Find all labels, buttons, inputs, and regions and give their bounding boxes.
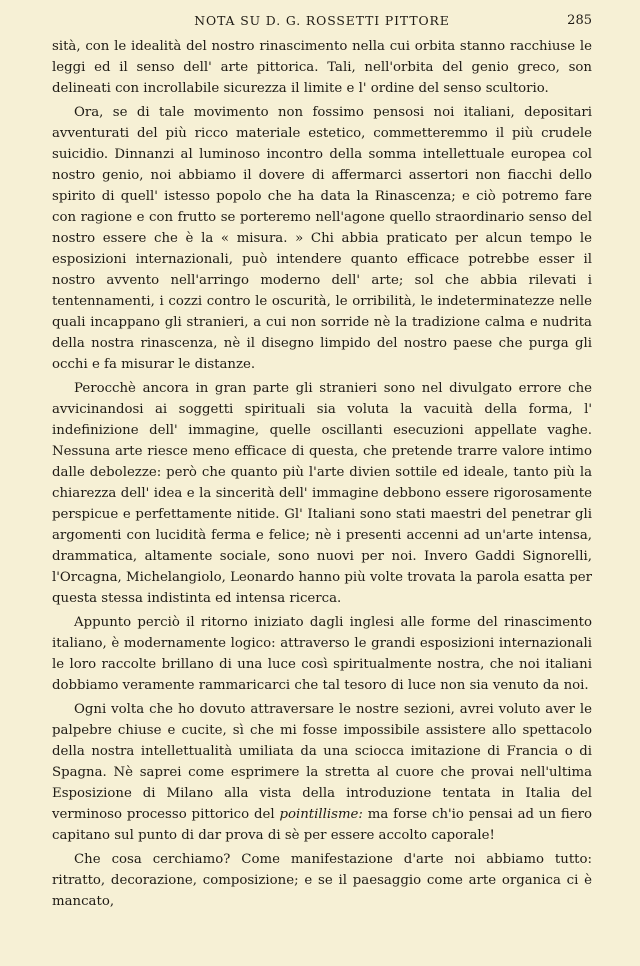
paragraph-5 [52, 699, 592, 846]
italic-term: pointillisme: [279, 807, 363, 822]
paragraph-3: Perocchè ancora in gran parte gli stranieri sono nel divulgato errore che avvicinandosi ai soggetti spirituali sia voluta la vacuità della forma, l' indefinizione dell' immagine, quelle oscillanti esecuzioni appellate vaghe. Nessuna arte riesce meno efficace di questa, che pretende trarre valore intimo dalle debolezze: però che quanto più l'arte divien sottile ed ideale, tanto più la chiarezza dell' idea e la sincerità dell' immagine debbono essere rigorosamente perspicue e perfettamente nitide. Gl' Italiani sono stati maestri del penetrar gli argomenti con lucidità ferma e felice; nè i presenti accenni ad un'arte intensa, drammatica, altamente sociale, sono nuovi per noi. Invero Gaddi Signorelli, l'Orcagna, Michelangiolo, Leonardo hanno più volte trovata la parola esatta per questa stessa indistinta ed intensa ricerca. [52, 381, 592, 606]
paragraph-5-text-after: ma forse ch'io pensai ad un fiero capitano sul punto di dar prova di sè per essere accolto caporale! [52, 807, 592, 843]
paragraph-2: Ora, se di tale movimento non fossimo pensosi noi italiani, depositari avventurati del più ricco materiale estetico, commetteremmo il più crudele suicidio. Dinnanzi al luminoso incontro della somma intellettuale europea col nostro genio, noi abbiamo il dovere di affermarci assertori non fiacchi dello spirito di quell' istesso popolo che ha data la Rinascenza; e ciò potremo fare con ragione e con frutto se porteremo nell'agone quello straordinario senso del nostro essere che è la « misura. » Chi abbia praticato per alcun tempo le esposizioni internazionali, può intendere quanto efficace potrebbe esser il nostro avvento nell'arringo moderno dell' arte; sol che abbia rilevati i tentennamenti, i cozzi contro le oscurità, le orribilità, le indeterminatezze nelle quali incappano gli stranieri, a cui non sorride nè la tradizione calma e nudrita della nostra rinascenza, nè il disegno limpido del nostro paese che purga gli occhi e fa misurar le distanze. [52, 105, 592, 372]
body-text [52, 36, 592, 912]
paragraph-5-text-before: Ogni volta che ho dovuto attraversare le nostre sezioni, avrei voluto aver le palpebre chiuse e cucite, sì che mi fosse impossibile assistere allo spettacolo della nostra intellettualità umiliata da una sciocca imitazione di Francia o di Spagna. Nè saprei come esprimere la stretta al cuore che provai nell'ultima Esposizione di Milano alla vista della introduzione tentata in Italia del verminoso processo pittorico del [52, 702, 592, 822]
page-number: 285 [567, 13, 592, 28]
paragraph-4: Appunto perciò il ritorno iniziato dagli inglesi alle forme del rinascimento italiano, è modernamente logico: attraverso le grandi esposizioni internazionali le loro raccolte brillano di una luce così spiritualmente nostra, che noi italiani dobbiamo veramente rammaricarci che tal tesoro di luce non sia venuto da noi. [52, 615, 592, 693]
paragraph-1: sità, con le idealità del nostro rinascimento nella cui orbita stanno racchiuse le leggi ed il senso dell' arte pittorica. Tali, nell'orbita del genio greco, son delineati con incrollabile sicurezza il limite e l' ordine del senso scultorio. [52, 39, 592, 96]
paragraph-6: Che cosa cerchiamo? Come manifestazione d'arte noi abbiamo tutto: ritratto, decorazione, composizione; e se il paesaggio come arte organica ci è mancato, [52, 852, 592, 909]
running-header [52, 10, 592, 32]
running-title: NOTA SU D. G. ROSSETTI PITTORE [194, 13, 450, 28]
